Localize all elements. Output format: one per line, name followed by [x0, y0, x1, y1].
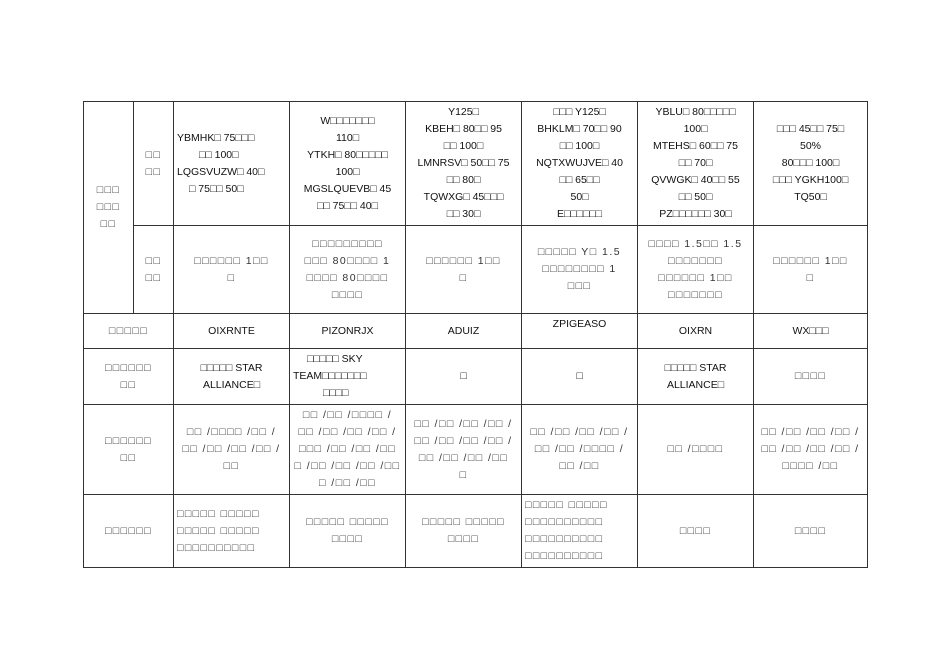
fare-comparison-table: [83, 101, 868, 568]
cell-line: □□□□□□□□□: [312, 237, 383, 250]
table-cell: [638, 405, 754, 495]
table-cell: [754, 495, 868, 568]
table-row: [84, 405, 868, 495]
cell-line: □□ /□□ /□□ /□□ /: [761, 443, 860, 455]
cell-line: □□□□□ Y□ 1.5: [537, 246, 622, 258]
table-cell: [522, 102, 638, 226]
cell-line: □□□□□□□□□□: [525, 550, 604, 562]
cell-line: □: [460, 370, 467, 382]
table-row: [84, 349, 868, 405]
cell-line: □□□□□ □□□□□: [177, 524, 260, 537]
cell-line: □: [459, 468, 468, 481]
group-label-line: □□: [100, 218, 117, 230]
cell-line: □□ 70□: [678, 157, 713, 169]
sub-label-line: □□: [145, 148, 162, 161]
label-line: □□□□□□: [104, 361, 153, 374]
cell-line: □□ /□□ /□□ /□□ /: [761, 426, 860, 438]
cell-line: □□ /□□ /□□□□ /: [534, 443, 625, 455]
cell-line: BHKLM□ 70□□ 90: [537, 123, 622, 135]
cell-line: □□□□□ STAR: [664, 361, 727, 374]
cell-line: 80□□□ 100□: [781, 157, 840, 169]
cell-line: E□□□□□□: [556, 208, 603, 220]
table-cell: [638, 495, 754, 568]
table-cell: ZPIGEASO: [522, 314, 638, 349]
sub-label-line: □□: [145, 271, 162, 284]
cell-line: □□□□: [331, 288, 364, 301]
label-line: □□: [120, 451, 137, 464]
cell-line: □□ 80□: [446, 174, 481, 186]
cell-line: □ 75□□ 50□: [189, 182, 244, 195]
cell-line: □: [459, 271, 468, 284]
cell-line: KBEH□ 80□□ 95: [425, 123, 502, 135]
table-cell: [174, 349, 290, 405]
cell-line: □□ /□□□□ /□□ /: [186, 426, 277, 438]
cell-line: □□□□: [323, 387, 349, 399]
cell-line: YBLU□ 80□□□□□: [655, 106, 736, 118]
cell-line: □□ 65□□: [559, 174, 600, 186]
cell-line: 50□: [570, 191, 589, 203]
sub-label-cell: [134, 226, 174, 314]
table-cell: [522, 405, 638, 495]
cell-line: YBMHK□ 75□□□: [177, 131, 255, 144]
cell-line: □□ /□□ /□□ /□□ /: [414, 417, 513, 430]
cell-line: NQTXWUJVE□ 40: [536, 157, 623, 169]
cell-line: □□□□□ □□□□□: [422, 516, 505, 528]
cell-line: □□ 100□: [443, 140, 484, 152]
cell-line: □□□□: [447, 533, 480, 545]
cell-line: □□ /□□ /□□ /□□ /: [530, 426, 629, 438]
cell-line: □: [227, 271, 236, 284]
sub-label-cell: [134, 102, 174, 226]
cell-line: □□ /□□ /□□□□ /: [302, 409, 393, 421]
cell-line: QVWGK□ 40□□ 55: [651, 174, 740, 186]
cell-line: 100□: [335, 165, 360, 178]
cell-line: □□□ /□□ /□□ /□□: [298, 443, 397, 455]
cell-line: LMNRSV□ 50□□ 75: [417, 157, 510, 169]
table-cell: OIXRNTE: [174, 314, 290, 349]
table-cell: [406, 102, 522, 226]
table-cell: [406, 405, 522, 495]
cell-line: □□□□□□ 1□□: [658, 271, 733, 284]
table-cell: [406, 349, 522, 405]
cell-line: □: [806, 271, 815, 284]
cell-line: □□ 75□□ 40□: [317, 199, 378, 212]
cell-line: ALLIANCE□: [202, 378, 261, 391]
alliance-label-cell: [84, 349, 174, 405]
table-row: [84, 102, 868, 226]
table-cell: [406, 226, 522, 314]
table-cell: [638, 102, 754, 226]
cell-line: □□□ YGKH100□: [772, 174, 849, 186]
cell-line: □□□□: [794, 370, 827, 382]
cell-line: TQ50□: [794, 191, 827, 203]
cell-line: PZ□□□□□□ 30□: [659, 208, 732, 220]
cell-line: □□□□□ SKY: [307, 353, 363, 365]
table-cell: [638, 226, 754, 314]
cell-line: □□□□□□□□□□: [525, 533, 604, 545]
cell-line: □□□□□ □□□□□: [525, 499, 608, 511]
cell-line: □□□□□□□□ 1: [542, 263, 617, 275]
cell-line: □□□□□□ 1□□: [773, 254, 848, 267]
cell-line: W□□□□□□□: [320, 114, 375, 127]
cell-line: □□□□: [679, 524, 712, 537]
table-cell: [174, 405, 290, 495]
cell-line: □□□□ 80□□□□: [306, 271, 389, 284]
cell-line: □ /□□ /□□: [319, 477, 376, 489]
cell-line: □□□□: [794, 524, 827, 537]
cell-line: 100□: [683, 123, 708, 135]
cell-line: □□ 100□: [559, 140, 600, 152]
cell-line: 110□: [335, 131, 360, 144]
table-cell: ADUIZ: [406, 314, 522, 349]
cell-line: □: [576, 370, 583, 382]
cell-line: □□ /□□ /□□ /□□ /: [414, 434, 513, 447]
table-cell: [290, 102, 406, 226]
table-cell: [174, 102, 290, 226]
group-label-line: □□□: [96, 184, 121, 196]
cell-line: □□□□□□□: [668, 288, 723, 301]
cell-line: □□□: [567, 280, 592, 292]
table-row: [84, 226, 868, 314]
table-cell: [290, 495, 406, 568]
table-cell: [174, 226, 290, 314]
table-cell: [290, 226, 406, 314]
cell-line: □□□□□□□□□□: [177, 541, 256, 554]
table-row: [84, 495, 868, 568]
cell-line: □□□□□□□□□□: [525, 516, 604, 528]
table-cell: [754, 102, 868, 226]
cell-line: □□□□□ STAR: [200, 361, 263, 374]
label-line: □□□□□□: [104, 434, 153, 447]
group-label-line: □□□: [96, 201, 121, 213]
table-cell: [522, 495, 638, 568]
cell-line: □□□ Y125□: [553, 106, 606, 118]
table-row: [84, 314, 868, 349]
cell-line: □□ /□□ /□□ /□□ /: [182, 443, 281, 455]
cell-line: □□□□ 1.5□□ 1.5: [648, 237, 743, 250]
table-cell: [638, 349, 754, 405]
cell-line: Y125□: [448, 106, 479, 118]
sub-label-line: □□: [145, 254, 162, 267]
cell-line: TEAM□□□□□□□: [293, 370, 367, 382]
group-label-cell: [84, 102, 134, 314]
cell-line: TQWXG□ 45□□□: [423, 191, 504, 203]
cell-line: □□□ 80□□□□ 1: [304, 254, 391, 267]
cell-line: □□□□□ □□□□□: [177, 507, 260, 520]
table-cell: [754, 349, 868, 405]
table-cell: [406, 495, 522, 568]
note-label-cell: □□□□□□: [84, 495, 174, 568]
cell-line: ALLIANCE□: [666, 378, 725, 391]
table-cell: [754, 405, 868, 495]
table-cell: OIXRN: [638, 314, 754, 349]
cell-line: 50%: [799, 140, 821, 152]
cell-line: □□□□□□ 1□□: [194, 254, 269, 267]
cell-line: □□□□□□ 1□□: [426, 254, 501, 267]
cell-line: □□□ 45□□ 75□: [776, 123, 845, 135]
table-cell: WX□□□: [754, 314, 868, 349]
class-label-cell: [84, 405, 174, 495]
sub-label-line: □□: [145, 165, 162, 178]
cell-line: □□: [223, 460, 240, 472]
cell-line: LQGSVUZW□ 40□: [177, 165, 265, 178]
cell-line: □□□□□ □□□□□: [306, 516, 389, 528]
cell-line: □□ /□□ /□□ /□□: [418, 451, 509, 464]
cell-line: □□ 30□: [446, 208, 481, 220]
cell-line: □□ 50□: [678, 191, 713, 203]
cell-line: MTEHS□ 60□□ 75: [653, 140, 738, 152]
cell-line: □□ /□□: [559, 460, 600, 472]
table-cell: PIZONRJX: [290, 314, 406, 349]
cell-line: □□□□ /□□: [782, 460, 839, 472]
table-cell: [174, 495, 290, 568]
cell-line: MGSLQUEVB□ 45: [303, 182, 392, 195]
table-cell: [290, 349, 406, 405]
cell-line: YTKH□ 80□□□□□: [307, 148, 388, 161]
cell-line: □□ /□□ /□□ /□□ /: [298, 426, 397, 438]
table-cell: [290, 405, 406, 495]
table-cell: [522, 349, 638, 405]
label-line: □□: [120, 378, 137, 391]
cell-line: □□ /□□□□: [667, 443, 724, 455]
table-cell: [522, 226, 638, 314]
cell-line: □□ 100□: [199, 148, 239, 161]
table-cell: [754, 226, 868, 314]
cell-line: □□□□□□□: [668, 254, 723, 267]
partner-label-cell: □□□□□: [84, 314, 174, 349]
cell-line: □□□□: [331, 533, 364, 545]
cell-line: □ /□□ /□□ /□□ /□□: [294, 460, 401, 472]
